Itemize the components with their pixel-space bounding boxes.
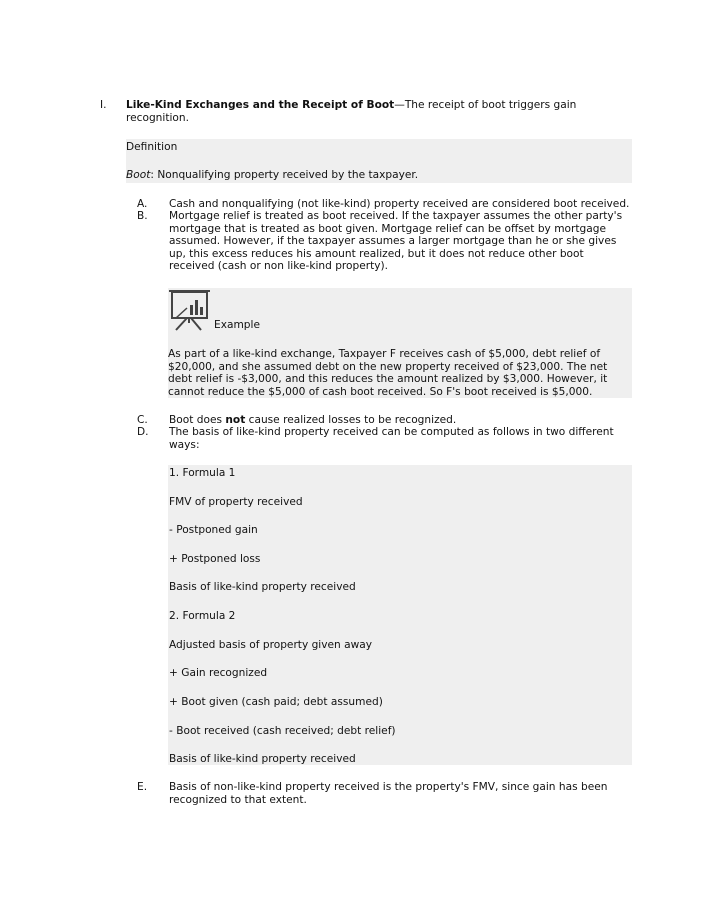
item-text: Mortgage relief is treated as boot received. If the taxpayer assumes the other party's mortgage that is treated as boot given. Mortgage relief can be offset by mortgage assumed. However, if the taxpayer assumes a larger mortgage than he or she gives up, this excess reduces his amount realized, but it does not reduce other boot received (cash or non like-kind property). bbox=[169, 210, 623, 272]
formula-line: 1. Formula 1 bbox=[169, 467, 236, 479]
item-letter: C. bbox=[137, 414, 148, 426]
formula-line: Adjusted basis of property given away bbox=[169, 639, 373, 651]
example-box bbox=[168, 288, 632, 398]
definition-term: Boot bbox=[126, 169, 151, 181]
item-text: Basis of non-like-kind property received is the property's FMV, since gain has been recognized to that extent. bbox=[169, 781, 608, 806]
section-title-suffix: —The receipt of boot triggers gain recognition. bbox=[126, 99, 577, 124]
formula-line: Basis of like-kind property received bbox=[169, 581, 356, 593]
item-text: Cash and nonqualifying (not like-kind) property received are considered boot received. bbox=[169, 198, 630, 210]
item-text-pre: Boot does bbox=[169, 414, 226, 426]
item-letter: D. bbox=[137, 426, 149, 438]
definition-body: : Nonqualifying property received by the taxpayer. bbox=[150, 169, 419, 181]
item-letter: A. bbox=[137, 198, 148, 210]
definition-text bbox=[126, 169, 418, 182]
presentation-chart-icon bbox=[168, 288, 212, 332]
item-text: The basis of like-kind property received can be computed as follows in two different ways: bbox=[169, 426, 614, 451]
formula-line: 2. Formula 2 bbox=[169, 610, 236, 622]
formula-line: FMV of property received bbox=[169, 496, 303, 508]
item-letter: E. bbox=[137, 781, 148, 793]
item-text-post: cause realized losses to be recognized. bbox=[245, 414, 457, 426]
example-label: Example bbox=[214, 319, 260, 331]
definition-box bbox=[126, 139, 632, 183]
section-number: I. bbox=[100, 99, 107, 111]
formula-line: + Postponed loss bbox=[169, 553, 261, 565]
formula-line: Basis of like-kind property received bbox=[169, 753, 356, 765]
item-letter: B. bbox=[137, 210, 148, 222]
item-text bbox=[169, 414, 631, 427]
example-text: As part of a like-kind exchange, Taxpayer F receives cash of $5,000, debt relief of $20,000, and she assumed debt on the new property received of $23,000. The net debt relief is -$3,000, and this reduces the amount realized by $3,000. However, it cannot reduce the $5,000 of cash boot received. So F's boot received is $5,000. bbox=[168, 348, 608, 398]
formula-line: + Boot given (cash paid; debt assumed) bbox=[169, 696, 383, 708]
item-text-bold: not bbox=[225, 414, 246, 426]
formula-line: - Boot received (cash received; debt relief) bbox=[169, 725, 396, 737]
formula-box bbox=[168, 465, 632, 765]
section-title: Like-Kind Exchanges and the Receipt of Boot bbox=[126, 99, 395, 111]
definition-heading: Definition bbox=[126, 141, 178, 153]
formula-line: - Postponed gain bbox=[169, 524, 258, 536]
section-heading-text bbox=[126, 99, 596, 124]
formula-line: + Gain recognized bbox=[169, 667, 268, 679]
